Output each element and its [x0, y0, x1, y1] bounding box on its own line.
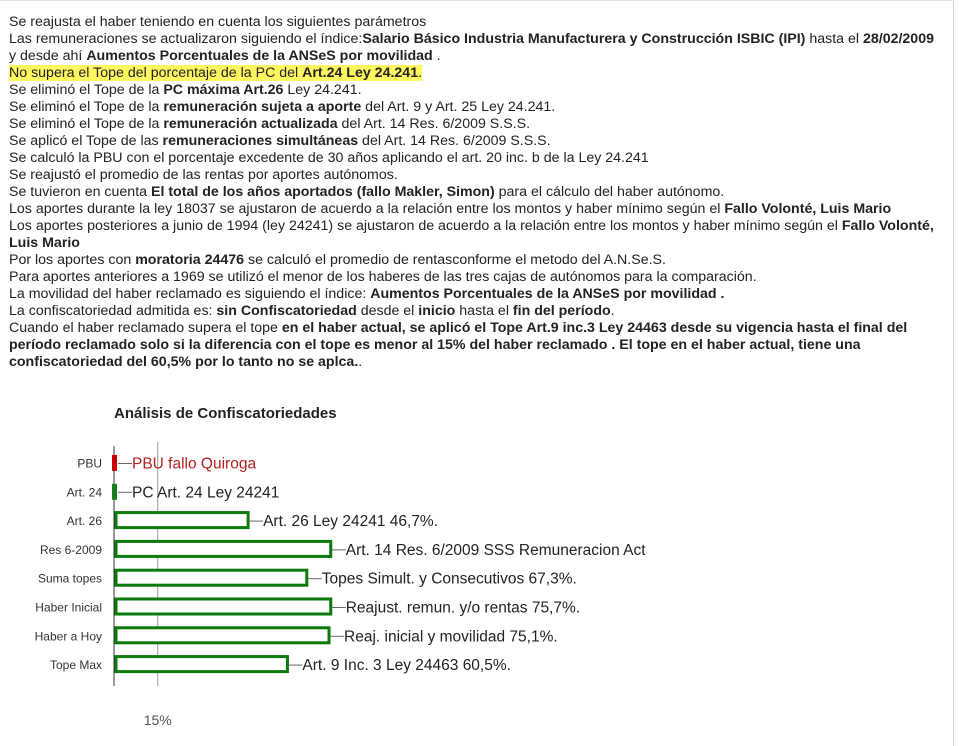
confiscatoriedad-bar-chart [0, 440, 960, 740]
parameters-text [9, 14, 944, 371]
text-segment: Se eliminó el Tope de la [9, 82, 164, 98]
bold-text: Fallo Volonté, Luis Mario [9, 218, 934, 251]
text-line [9, 252, 944, 269]
text-line [9, 82, 944, 99]
text-line [9, 133, 944, 150]
bar [116, 599, 331, 614]
text-line [9, 116, 944, 133]
text-segment: La confiscatoriedad admitida es: [9, 303, 217, 319]
data-label: PC Art. 24 Ley 24241 [132, 484, 280, 502]
text-segment: . [358, 354, 363, 370]
data-label: PBU fallo Quiroga [132, 455, 257, 473]
text-segment: Por los aportes con [9, 252, 136, 268]
text-line [9, 201, 944, 218]
bold-text: inicio [418, 303, 456, 319]
category-label: Haber a Hoy [34, 629, 102, 644]
text-segment: . [432, 48, 441, 64]
category-label: PBU [77, 456, 102, 471]
bold-text: 28/02/2009 [862, 31, 934, 47]
text-segment: desde el [356, 303, 419, 319]
data-label: Reaj. inicial y movilidad 75,1%. [344, 628, 558, 646]
text-segment: Se tuvieron en cuenta [9, 184, 151, 200]
text-segment: del Art. 14 Res. 6/2009 S.S.S. [358, 133, 551, 149]
text-segment: para el cálculo del haber autónomo. [494, 184, 725, 200]
text-segment: del Art. 14 Res. 6/2009 S.S.S. [337, 116, 531, 132]
category-label: Tope Max [49, 658, 102, 673]
bold-text: en el haber actual, se aplicó el Tope Art.9 inc.3 Ley 24463 desde su vigencia hasta el final del período reclamado solo si la diferencia con el tope es menor al 15% del haber reclamado . El tope en el haber actual, tiene una confiscatoriedad del 60,5% por lo tanto no se aplca. [9, 320, 908, 370]
text-line [9, 320, 944, 371]
text-segment: . [610, 303, 615, 319]
text-line [9, 99, 944, 116]
data-label: Topes Simult. y Consecutivos 67,3%. [321, 570, 577, 588]
text-line [9, 184, 944, 201]
text-line [9, 31, 944, 65]
data-label: Art. 14 Res. 6/2009 SSS Remuneracion Act [345, 541, 646, 559]
reference-line-label: 15% [143, 712, 172, 728]
text-segment: Se reajusta el haber teniendo en cuenta los siguientes parámetros [9, 14, 427, 30]
bold-text: sin Confiscatoriedad [216, 303, 357, 319]
data-label: Art. 9 Inc. 3 Ley 24463 60,5%. [302, 657, 511, 675]
bar [116, 541, 331, 556]
bold-text: Aumentos Porcentuales de la ANSeS por movilidad . [370, 286, 725, 302]
bold-text: remuneración actualizada [163, 116, 338, 132]
text-segment: hasta el [455, 303, 513, 319]
text-segment: Las remuneraciones se actualizaron siguiendo el índice: [9, 31, 363, 47]
text-segment: hasta el [805, 31, 863, 47]
bold-text: remuneraciones simultáneas [162, 133, 359, 149]
text-line [9, 14, 944, 31]
text-segment: Se calculó la PBU con el porcentaje excedente de 30 años aplicando el art. 20 inc. b de la Ley 24.241 [9, 150, 649, 166]
text-line [9, 65, 944, 82]
text-line [9, 150, 944, 167]
text-segment: La movilidad del haber reclamado es siguiendo el índice: [9, 286, 371, 302]
text-segment: Ley 24.241. [283, 82, 362, 98]
text-segment: Cuando el haber reclamado supera el tope [9, 320, 282, 336]
text-line [9, 286, 944, 303]
bar [112, 455, 117, 471]
bar [112, 484, 117, 500]
text-segment: Los aportes posteriores a junio de 1994 (ley 24241) se ajustaron de acuerdo a la relación entre los montos y haber mínimo según el [9, 218, 842, 234]
bold-text: PC máxima Art.26 [163, 82, 284, 98]
bar [116, 657, 287, 672]
bold-text: remuneración sujeta a aporte [163, 99, 362, 115]
category-label: Res 6-2009 [39, 542, 102, 557]
bold-text: Fallo Volonté, Luis Mario [724, 201, 892, 217]
bold-text: El total de los años aportados (fallo Makler, Simon) [150, 184, 495, 200]
text-segment: . [418, 65, 423, 81]
bold-text: fin del período [512, 303, 611, 319]
text-segment: Se eliminó el Tope de la [9, 116, 164, 132]
bold-text: Art.24 Ley 24.241 [302, 65, 419, 81]
bar [116, 570, 307, 585]
data-label: Reajust. remun. y/o rentas 75,7%. [345, 599, 581, 617]
text-line [9, 167, 944, 184]
text-segment: Se eliminó el Tope de la [9, 99, 164, 115]
bold-text: Aumentos Porcentuales de la ANSeS por movilidad [86, 48, 433, 64]
text-segment: Se reajustó el promedio de las rentas por aportes autónomos. [9, 167, 398, 183]
text-segment: Se aplicó el Tope de las [9, 133, 163, 149]
chart-title: Análisis de Confiscatoriedades [114, 405, 337, 422]
text-segment: Para aportes anteriores a 1969 se utilizó el menor de los haberes de las tres cajas de autónomos para la comparación. [9, 269, 757, 285]
bar [116, 513, 248, 528]
category-label: Art. 26 [66, 514, 102, 529]
category-label: Haber Inicial [35, 600, 102, 615]
data-label: Art. 26 Ley 24241 46,7%. [263, 513, 439, 531]
bold-text: Salario Básico Industria Manufacturera y Construcción ISBIC (IPI) [362, 31, 806, 47]
text-line [9, 269, 944, 286]
text-segment: y desde ahí [9, 48, 87, 64]
text-segment: Los aportes durante la ley 18037 se ajustaron de acuerdo a la relación entre los montos y haber mínimo según el [9, 201, 725, 217]
text-segment: No supera el Tope del porcentaje de la PC del [9, 65, 303, 81]
bar [116, 628, 329, 643]
category-label: Suma topes [37, 571, 102, 586]
text-line [9, 218, 944, 252]
text-line [9, 303, 944, 320]
bold-text: moratoria 24476 [135, 252, 245, 268]
text-segment: se calculó el promedio de rentasconforme el metodo del A.N.Se.S. [244, 252, 666, 268]
text-segment: del Art. 9 y Art. 25 Ley 24.241. [361, 99, 556, 115]
category-label: Art. 24 [66, 485, 102, 500]
